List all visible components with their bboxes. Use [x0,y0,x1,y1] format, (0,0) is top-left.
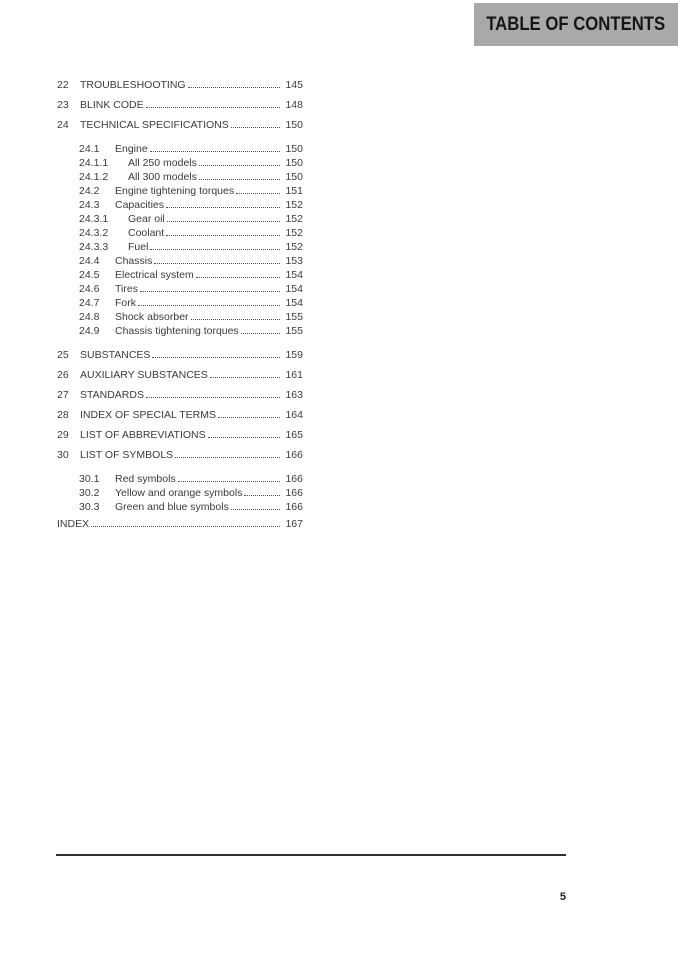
entry-number: 22 [57,79,69,91]
entry-title: Chassis tightening torques [115,325,239,337]
entry-number: 29 [57,429,69,441]
entry-number: 24 [57,119,69,131]
entry-page: 151 [285,185,303,197]
toc-entry [57,212,303,226]
entry-number: 27 [57,389,69,401]
toc-entry [57,142,303,156]
dot-leader [210,376,280,378]
entry-page: 150 [285,143,303,155]
entry-title: All 250 models [128,157,197,169]
entry-page: 166 [285,487,303,499]
entry-title: LIST OF SYMBOLS [80,449,174,461]
entry-title: Chassis [115,255,153,267]
dot-leader [188,86,280,88]
dot-leader [91,525,280,527]
entry-number: 24.3.1 [79,213,109,225]
entry-page: 154 [285,297,303,309]
toc-entry [57,115,303,135]
toc-entry [57,170,303,184]
toc-entry [57,445,303,465]
toc-entry [57,345,303,365]
toc-entry [57,500,303,514]
dot-leader [236,192,280,194]
dot-leader [208,436,280,438]
toc-entry [57,296,303,310]
entry-page: 166 [285,449,303,461]
entry-number: 24.6 [79,283,100,295]
entry-title: Electrical system [115,269,194,281]
entry-number: 24.2 [79,185,100,197]
entry-page: 159 [285,349,303,361]
dot-leader [146,106,280,108]
entry-number: 24.9 [79,325,100,337]
entry-title: Red symbols [115,473,176,485]
toc-entry [57,324,303,338]
dot-leader [231,126,280,128]
entry-title: TECHNICAL SPECIFICATIONS [80,119,229,131]
entry-number: 24.3.3 [79,241,109,253]
entry-page: 155 [285,311,303,323]
toc-entry [57,198,303,212]
entry-page: 165 [285,429,303,441]
toc-entry [57,310,303,324]
dot-leader [175,456,280,458]
dot-leader [167,220,280,222]
entry-title: TROUBLESHOOTING [80,79,186,91]
entry-page: 150 [285,119,303,131]
entry-title: AUXILIARY SUBSTANCES [80,369,208,381]
toc-entry [57,514,303,534]
footer-rule [56,854,566,856]
toc-entry [57,240,303,254]
toc-entry [57,254,303,268]
entry-number: 30.3 [79,501,100,513]
toc-entry [57,425,303,445]
entry-number: 30.1 [79,473,100,485]
entry-number: 30 [57,449,69,461]
toc-entry [57,268,303,282]
toc-entry [57,486,303,500]
entry-title: Gear oil [128,213,165,225]
toc-entry [57,282,303,296]
entry-page: 164 [285,409,303,421]
entry-title: Tires [115,283,138,295]
entry-title: Yellow and orange symbols [115,487,243,499]
dot-leader [146,396,280,398]
entry-title: STANDARDS [80,389,144,401]
entry-page: 155 [285,325,303,337]
entry-title: All 300 models [128,171,197,183]
entry-page: 150 [285,171,303,183]
entry-page: 163 [285,389,303,401]
entry-number: 28 [57,409,69,421]
entry-title: Shock absorber [115,311,189,323]
dot-leader [244,494,280,496]
entry-title: Coolant [128,227,165,239]
toc-entry [57,365,303,385]
entry-number: 24.1.2 [79,171,109,183]
entry-title: Fork [115,297,136,309]
page-title: TABLE OF CONTENTS [486,13,666,35]
toc-entry [57,95,303,115]
dot-leader [166,206,280,208]
page-number: 5 [559,891,566,903]
entry-page: 166 [285,473,303,485]
dot-leader [150,150,280,152]
toc-entry [57,472,303,486]
toc-entry [57,226,303,240]
entry-page: 150 [285,157,303,169]
entry-number: 24.8 [79,311,100,323]
entry-page: 152 [285,199,303,211]
entry-title: Fuel [128,241,149,253]
toc-entry [57,156,303,170]
toc-entry [57,405,303,425]
entry-page: 152 [285,227,303,239]
dot-leader [166,234,280,236]
toc-entry [57,385,303,405]
dot-leader [154,262,280,264]
entry-number: 24.3 [79,199,100,211]
dot-leader [138,304,280,306]
entry-page: 161 [285,369,303,381]
entry-page: 154 [285,269,303,281]
entry-number: 26 [57,369,69,381]
entry-page: 152 [285,241,303,253]
dot-leader [178,480,280,482]
entry-title: Green and blue symbols [115,501,229,513]
entry-title: Capacities [115,199,165,211]
dot-leader [152,356,280,358]
entry-page: 145 [285,79,303,91]
entry-number: 24.4 [79,255,100,267]
entry-title: LIST OF ABBREVIATIONS [80,429,206,441]
dot-leader [150,248,280,250]
entry-page: 148 [285,99,303,111]
entry-page: 153 [285,255,303,267]
toc-entry [57,75,303,95]
entry-number: 30.2 [79,487,100,499]
entry-title: INDEX OF SPECIAL TERMS [80,409,216,421]
entry-page: 152 [285,213,303,225]
entry-number: 25 [57,349,69,361]
dot-leader [140,290,280,292]
entry-page: 167 [285,518,303,530]
dot-leader [191,318,280,320]
dot-leader [218,416,280,418]
entry-number: 24.1.1 [79,157,109,169]
dot-leader [199,164,280,166]
page-header-bar [474,3,678,46]
entry-number: 24.3.2 [79,227,109,239]
entry-number: 24.7 [79,297,100,309]
entry-title: Engine [115,143,148,155]
table-of-contents [57,75,303,534]
entry-number: 24.1 [79,143,100,155]
entry-page: 154 [285,283,303,295]
entry-title: INDEX [57,518,90,530]
entry-title: BLINK CODE [80,99,144,111]
dot-leader [241,332,280,334]
entry-number: 24.5 [79,269,100,281]
dot-leader [196,276,280,278]
toc-entry [57,184,303,198]
entry-number: 23 [57,99,69,111]
entry-page: 166 [285,501,303,513]
entry-title: SUBSTANCES [80,349,151,361]
entry-title: Engine tightening torques [115,185,235,197]
dot-leader [231,508,280,510]
dot-leader [199,178,280,180]
